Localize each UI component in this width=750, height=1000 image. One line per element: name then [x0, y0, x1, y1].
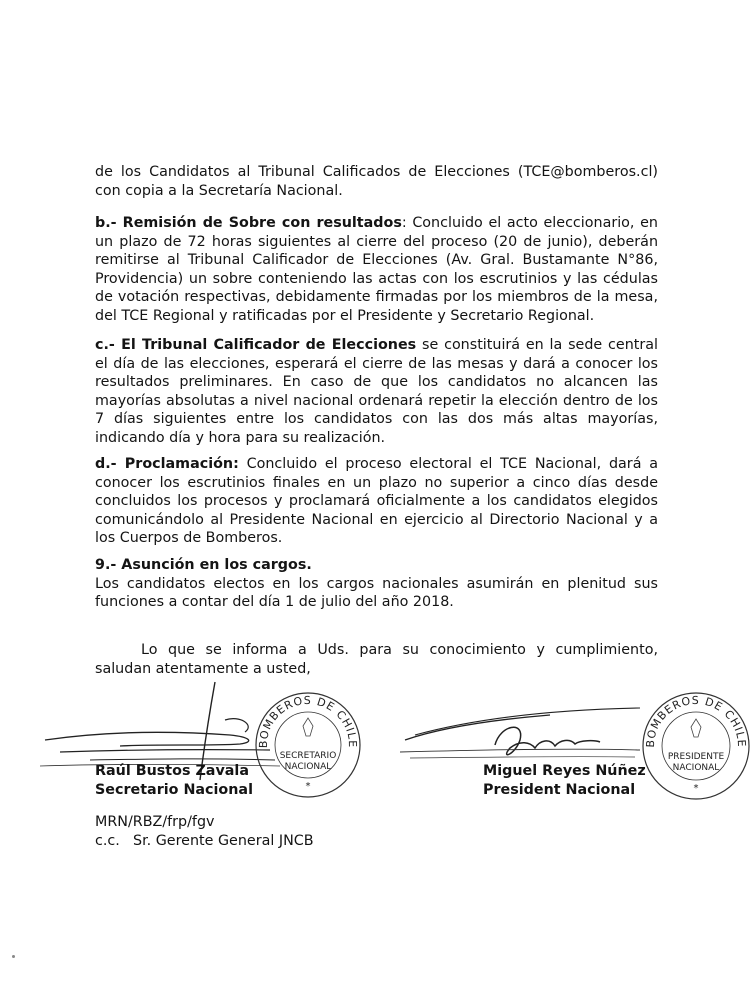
stamp-left-line1: SECRETARIO	[279, 751, 337, 761]
paragraph-asuncion	[95, 556, 658, 612]
paragraph-proclamacion	[95, 455, 658, 548]
reference-block	[95, 813, 314, 851]
paragraph-closing: Lo que se informa a Uds. para su conocimiento y cumplimiento, saludan atentamente a usted,	[95, 642, 658, 677]
signer-right-name: Miguel Reyes Núñez	[483, 763, 646, 779]
cc-recipient: Sr. Gerente General JNCB	[133, 833, 314, 849]
section-body-c: se constituirá en la sede central el día de las elecciones, esperará el cierre de las mesas y dará a conocer los resultados preliminares. En caso de que los candidatos no alcancen las mayorías absolutas a nivel nacional ordenará repetir la elección dentro de los 7 días siguientes entre los candidatos con las dos más altas mayorías, indicando día y hora para su realización.	[95, 337, 658, 446]
stamp-right-line1: PRESIDENTE	[667, 752, 725, 762]
signer-left-title: Secretario Nacional	[95, 782, 253, 798]
section-heading-9: 9.- Asunción en los cargos.	[95, 557, 312, 573]
signer-left-name: Raúl Bustos Zavala	[95, 763, 249, 779]
stamp-left-line2: NACIONAL	[284, 762, 332, 772]
section-heading-b: b.- Remisión de Sobre con resultados	[95, 215, 402, 231]
section-body-9: Los candidatos electos en los cargos nacionales asumirán en plenitud sus funciones a contar del día 1 de julio del año 2018.	[95, 575, 658, 610]
svg-text:BOMBEROS DE CHILE	[644, 694, 748, 748]
paragraph-tribunal-calificador	[95, 336, 658, 447]
stamp-left-star: *	[305, 781, 311, 792]
stamp-right-line2: NACIONAL	[672, 763, 720, 773]
reference-initials: MRN/RBZ/frp/fgv	[95, 814, 215, 830]
section-body-d: Concluido el proceso electoral el TCE Nacional, dará a conocer los escrutinios finales en un plazo no superior a cinco días desde concluidos los procesos y proclamará oficialmente a los candidatos elegidos comunicándolo al Presidente Nacional en ejercicio al Directorio Nacional y a los Cuerpos de Bomberos.	[95, 456, 658, 546]
section-heading-d: d.- Proclamación:	[95, 456, 239, 472]
paragraph-remision-sobre	[95, 214, 658, 325]
carbon-copy-line	[95, 832, 314, 851]
paragraph-continuation: de los Candidatos al Tribunal Calificados de Elecciones (TCE@bomberos.cl) con copia a la Secretaría Nacional.	[95, 164, 658, 199]
signature-block-left	[95, 762, 253, 800]
stamp-presidente-icon	[640, 690, 750, 802]
signature-block-right	[483, 762, 646, 800]
section-body-b: : Concluido el acto eleccionario, en un plazo de 72 horas siguientes al cierre del proceso (20 de junio), deberán remitirse al Tribunal Calificador de Elecciones (Av. Gral. Bustamante N°86, Providencia) un sobre conteniendo las actas con los escrutinios y las cédulas de votación respectivas, debidamente firmadas por los miembros de la mesa, del TCE Regional y ratificadas por el Presidente y Secretario Regional.	[95, 215, 658, 324]
stamp-secretario-icon	[253, 690, 363, 800]
stamp-right-star: *	[693, 783, 699, 794]
svg-text:BOMBEROS DE CHILE	[257, 694, 359, 748]
signer-right-title: President Nacional	[483, 782, 636, 798]
cc-label: c.c.	[95, 833, 120, 849]
section-heading-c: c.- El Tribunal Calificador de Elecciones	[95, 337, 417, 353]
stamp-left-ring-text: BOMBEROS DE CHILE	[256, 693, 360, 749]
scan-speck	[12, 955, 15, 958]
stamp-right-ring-text: BOMBEROS DE CHILE	[643, 693, 749, 748]
